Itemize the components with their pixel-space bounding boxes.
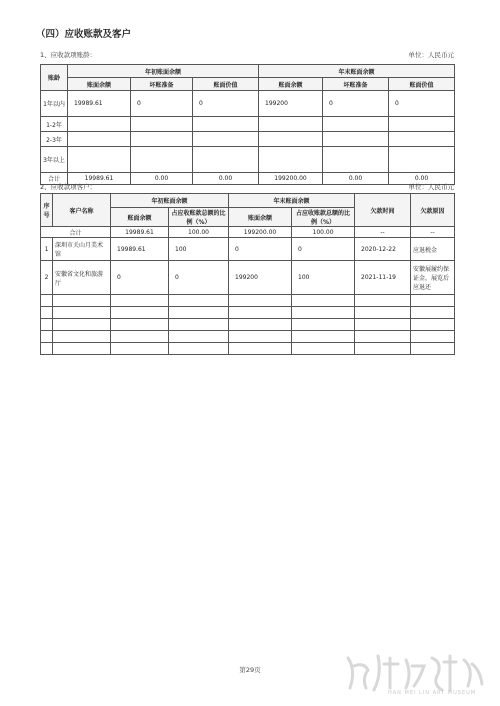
header-date: 欠款时间 <box>355 194 411 227</box>
table-row <box>41 132 455 147</box>
row-label: 2-3年 <box>41 132 68 147</box>
cell: 2020-12-22 <box>355 238 411 261</box>
header-end-balance: 年末账面余额 <box>229 194 355 208</box>
cell <box>68 147 131 173</box>
cell: 0 <box>389 91 455 117</box>
cell <box>193 117 259 132</box>
cell: 100 <box>292 261 355 295</box>
aging-table <box>40 64 455 185</box>
cell <box>68 117 131 132</box>
table-row <box>41 238 455 261</box>
blank-row <box>41 319 455 331</box>
cell <box>193 147 259 173</box>
subheader: 账面余额 <box>68 78 131 91</box>
total-row <box>41 173 455 185</box>
subheader: 账面价值 <box>193 78 259 91</box>
cell <box>131 132 193 147</box>
blank-row <box>41 343 455 355</box>
cell: 199200.00 <box>259 173 323 185</box>
subheader: 账面价值 <box>389 78 455 91</box>
table2-caption: 2、应收款项客户： <box>40 183 97 191</box>
cell: 0 <box>323 91 389 117</box>
cell: 19989.61 <box>111 238 169 261</box>
cell <box>131 117 193 132</box>
cell <box>259 132 323 147</box>
row-label: 3年以上 <box>41 147 68 173</box>
cell <box>131 147 193 173</box>
cell: 安徽展履约保证金，展览后应退还 <box>411 261 455 295</box>
customer-name: 安徽省文化和旅游厅 <box>53 261 111 295</box>
cell: 19989.61 <box>111 227 169 238</box>
cell: 0 <box>111 261 169 295</box>
cell: 199200.00 <box>229 227 292 238</box>
cell: 0 <box>193 91 259 117</box>
cell: 100 <box>169 238 229 261</box>
cell <box>193 132 259 147</box>
subheader: 占应收账款总额的比例（%） <box>292 208 355 227</box>
table-row <box>41 261 455 295</box>
row-seq: 1 <box>41 238 53 261</box>
header-reason: 欠款原因 <box>411 194 455 227</box>
cell: -- <box>411 227 455 238</box>
header-end-balance: 年末账面余额 <box>259 65 455 78</box>
header-begin-balance: 年初账面余额 <box>68 65 259 78</box>
blank-row <box>41 307 455 319</box>
table-row <box>41 117 455 132</box>
row-seq: 2 <box>41 261 53 295</box>
cell <box>323 147 389 173</box>
cell: 199200 <box>229 261 292 295</box>
cell <box>389 147 455 173</box>
cell <box>323 132 389 147</box>
row-label: 1年以内 <box>41 91 68 117</box>
row-label: 合计 <box>41 227 111 238</box>
table-row <box>41 147 455 173</box>
cell <box>323 117 389 132</box>
cell: 199200 <box>259 91 323 117</box>
customer-table <box>40 193 455 355</box>
cell: 19989.61 <box>68 91 131 117</box>
cell: 0.00 <box>389 173 455 185</box>
section-title: （四）应收账款及客户 <box>36 29 132 40</box>
header-begin-balance: 年初账面余额 <box>111 194 229 208</box>
cell: 0.00 <box>131 173 193 185</box>
cell: 0.00 <box>323 173 389 185</box>
cell <box>68 132 131 147</box>
cell: 0 <box>169 261 229 295</box>
cell: 19989.61 <box>68 173 131 185</box>
row-label: 合计 <box>41 173 68 185</box>
cell: 0 <box>131 91 193 117</box>
subheader: 账面余额 <box>259 78 323 91</box>
cell <box>389 132 455 147</box>
table-row <box>41 91 455 117</box>
cell: -- <box>355 227 411 238</box>
subheader: 坏账准备 <box>323 78 389 91</box>
customer-name: 深圳市关山月美术馆 <box>53 238 111 261</box>
page-number: 第29页 <box>239 666 261 674</box>
cell <box>389 117 455 132</box>
subheader: 账面余额 <box>229 208 292 227</box>
cell: 0 <box>229 238 292 261</box>
cell: 应退税金 <box>411 238 455 261</box>
header-customer: 客户名称 <box>53 194 111 227</box>
watermark-text: HAN MEI LIN ART MUSEUM <box>388 690 477 696</box>
table1-caption: 1、应收款项账龄： <box>40 51 97 59</box>
cell: 0 <box>292 238 355 261</box>
header-aging: 账龄 <box>41 65 68 91</box>
blank-row <box>41 295 455 307</box>
cell: 0.00 <box>193 173 259 185</box>
cell: 2021-11-19 <box>355 261 411 295</box>
cell <box>259 117 323 132</box>
row-label: 1-2年 <box>41 117 68 132</box>
blank-row <box>41 331 455 343</box>
subheader: 账面余额 <box>111 208 169 227</box>
cell <box>259 147 323 173</box>
table2-unit: 单位：人民币元 <box>408 183 454 191</box>
subheader: 占应收账款总额的比例（%） <box>169 208 229 227</box>
cell: 100.00 <box>169 227 229 238</box>
table1-unit: 单位：人民币元 <box>408 51 454 59</box>
subheader: 坏账准备 <box>131 78 193 91</box>
total-row <box>41 227 455 238</box>
header-seq: 序号 <box>41 194 53 227</box>
cell: 100.00 <box>292 227 355 238</box>
